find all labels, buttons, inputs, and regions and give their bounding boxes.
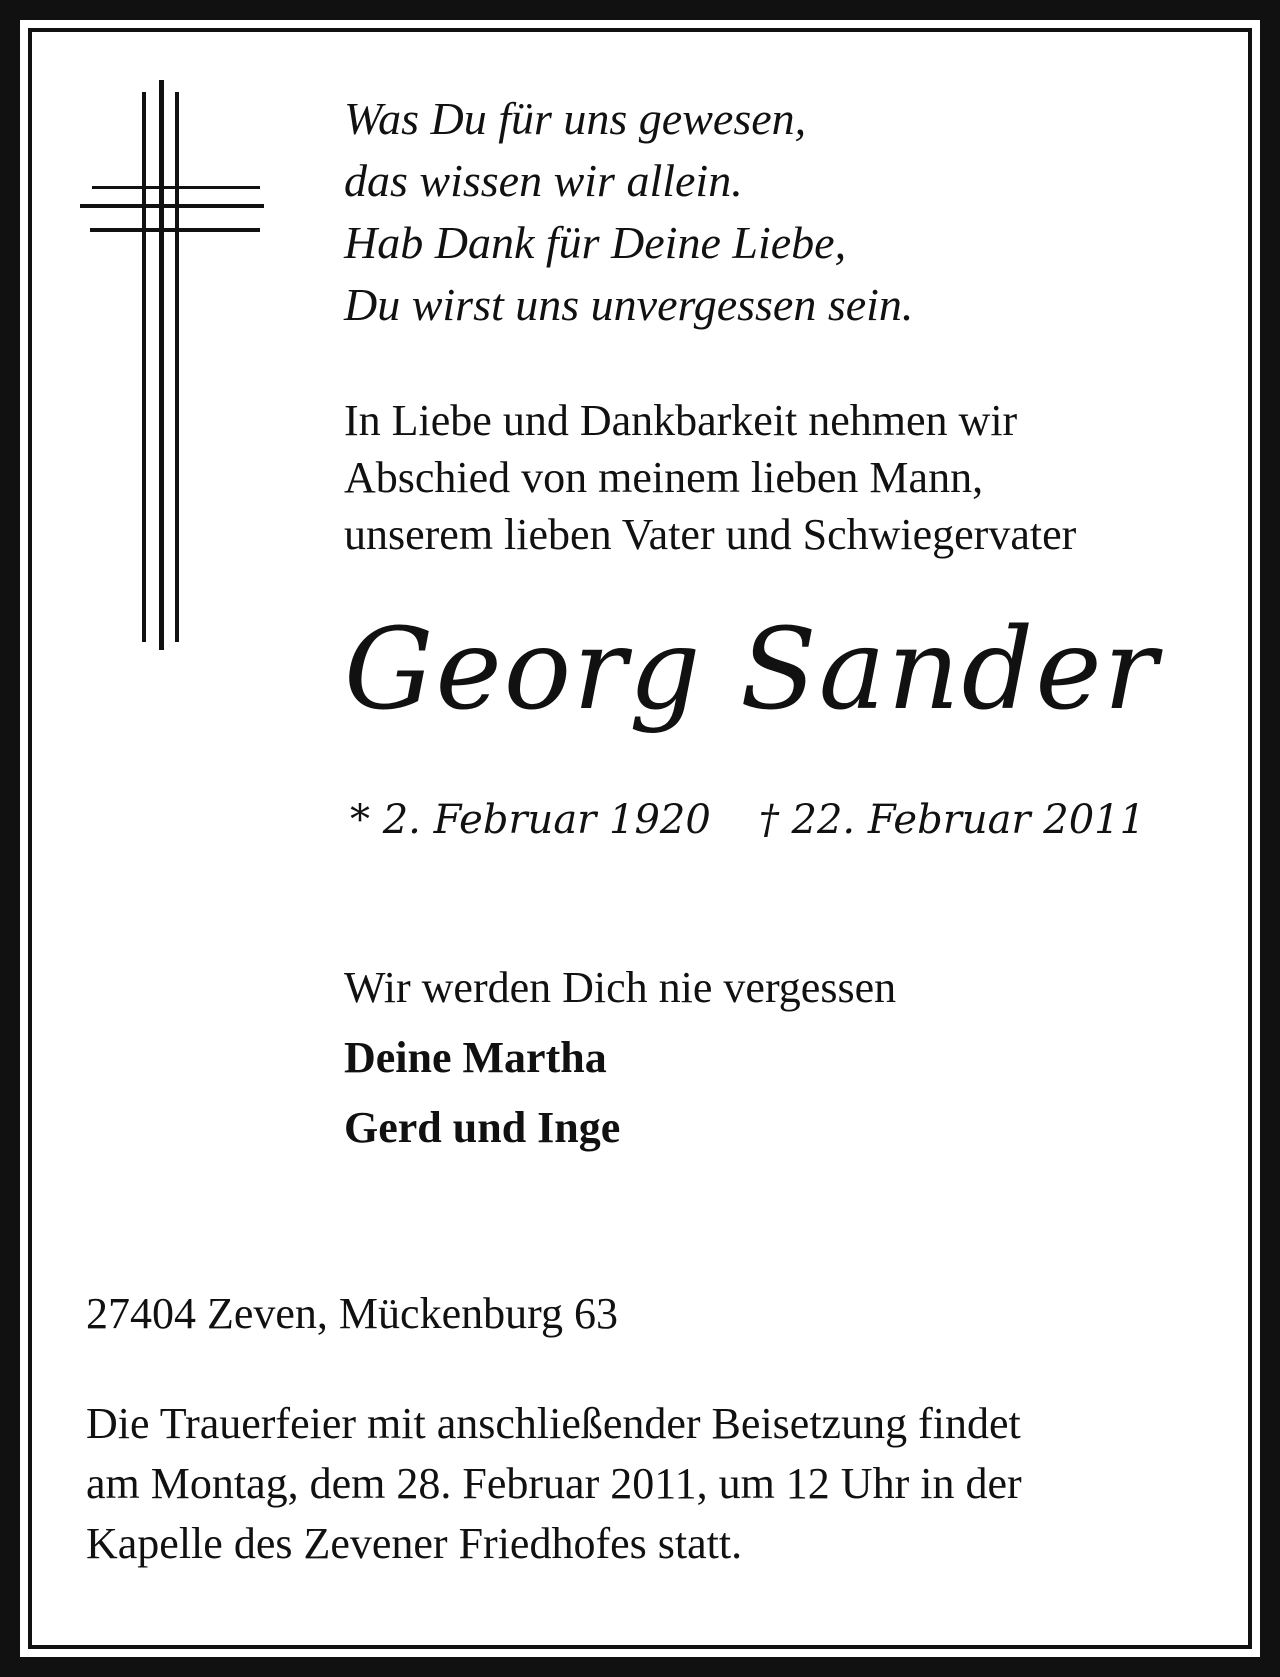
death-date: † 22. Februar 2011 bbox=[758, 797, 1146, 843]
poem bbox=[344, 88, 1224, 336]
farewell-text: Wir werden Dich nie vergessen bbox=[344, 963, 897, 1012]
signature: Deine Martha bbox=[344, 1033, 607, 1082]
signature: Gerd und Inge bbox=[344, 1103, 621, 1152]
service-line: am Montag, dem 28. Februar 2011, um 12 Uhr in der bbox=[86, 1459, 1022, 1508]
poem-line: das wissen wir allein. bbox=[344, 155, 743, 206]
deceased-name: Georg Sander bbox=[344, 605, 1160, 735]
intro-line: unserem lieben Vater und Schwiegervater bbox=[344, 510, 1077, 559]
service-line: Die Trauerfeier mit anschließender Beisetzung findet bbox=[86, 1399, 1021, 1448]
life-dates bbox=[350, 790, 1145, 850]
poem-line: Hab Dank für Deine Liebe, bbox=[344, 217, 847, 268]
service-line: Kapelle des Zevener Friedhofes statt. bbox=[86, 1519, 743, 1568]
poem-line: Was Du für uns gewesen, bbox=[344, 93, 807, 144]
cross-icon bbox=[80, 80, 270, 650]
service-notice bbox=[86, 1394, 1246, 1574]
intro-line: Abschied von meinem lieben Mann, bbox=[344, 453, 984, 502]
birth-date: * 2. Februar 1920 bbox=[350, 797, 711, 843]
intro-text bbox=[344, 392, 1244, 563]
address: 27404 Zeven, Mückenburg 63 bbox=[86, 1289, 618, 1338]
poem-line: Du wirst uns unvergessen sein. bbox=[344, 279, 914, 330]
intro-line: In Liebe und Dankbarkeit nehmen wir bbox=[344, 396, 1018, 445]
